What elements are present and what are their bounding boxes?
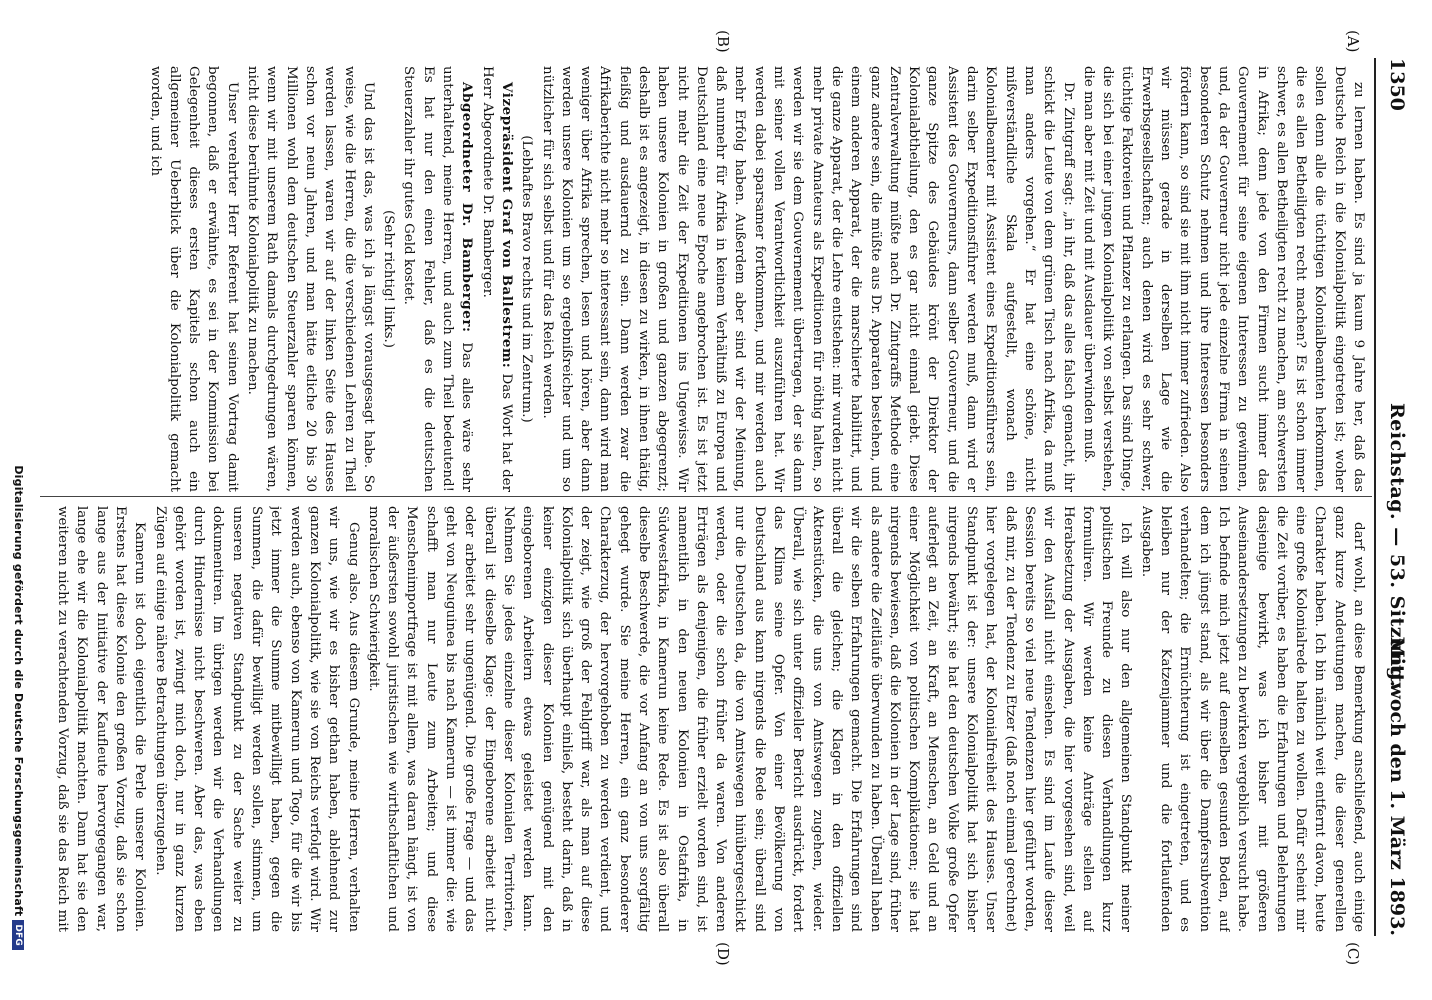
dfg-logo: DFG: [12, 920, 24, 950]
paragraph: Dr. Zintgraff sagt: „in ihr, daß das alles falsch gemacht, ihr schickt die Leute von dem grünen Tisch nach Afrika, da muß man anders vorgehen.“ Er hat eine schöne, nicht mißverständliche Skala aufgestellt, wonach ein Kolonialbeamter mit Assistent eines Expeditionsführers sein, darin selber Expeditionsführer werden muß, dann wird er Assistent des Gouverneurs, dann selber Gouverneur, und die ganze Spitze des Gebäudes krönt der Direktor der Kolonialabtheilung, den es gar nicht einmal giebt. Diese Zentralverwaltung müßte nach Dr. Zintgraffs Methode eine ganz andere sein, die müßte aus Dr. Apparaten bestehen, und einem anderen Apparat, der die marschierte habilitirt, und die ganze Apparat, der die Lehre entstehen: mir wurden nicht mehr private Amateurs als Expeditionen für nöthig halten, so werden wir sie dem Gouvernement übertragen, der sie dann mit seiner vollen Verantwortlichkeit auszuführen hat. Wir werden dabei sparsamer fortkommen, und mir werden auch mehr Erfolg haben. Außerdem aber sind wir der Meinung, daß nunmehr für Afrika in keinem Verhältniß zu Europa und Deutschland eine neue Epoche angebrochen ist. Es ist jetzt nicht mehr die Zeit der Expeditionen ins Ungewisse. Wir haben unsere Kolonien in großen und ganzen abgegrenzt; deshalb ist es angezeigt, in diesen zu wirken, in ihnen thätig, fleißig und ausdauernd zu sein. Dann werden zwar die Afrikaberichte nicht mehr so interessant sein, dann wird man weniger über Afrika sprechen, lesen und hören, aber dann werden unsere Kolonien um so ergebnißreicher und um so nützlicher für sich selbst und für das Reich werden.: [539, 66, 1076, 492]
paragraph: darf wohl, an diese Bemerkung anschließend, auch einige ganz kurze Andeutungen machen, die dieser generellen Charakter haben. Ich bin nämlich weit entfernt davon, heute eine große Kolonialrede halten zu wollen. Dafür scheint mir die Zeit vorüber, es haben die Erfahrungen und Belehrungen dasjenige bewirkt, was ich bisher mit größeren Auseinandersetzungen zu bewirken vergeblich versucht habe. Ich befinde mich jetzt auf demselben gesunden Boden, auf dem ich jüngst stand, als wir über die Dampfersubvention verhandelten; die Ernüchterung ist eingetreten, und es bleiben nur der Katzenjammer und die fortlaufenden Ausgaben.: [1138, 506, 1366, 932]
page-number: 1350: [1386, 58, 1408, 111]
right-column: [54, 506, 1368, 932]
margin-marker-d: (D): [714, 942, 732, 966]
digitization-credit: [12, 465, 25, 950]
paragraph: [477, 66, 516, 492]
interjection: (Lebhaftes Bravo rechts und im Zentrum.): [519, 135, 535, 423]
paragraph: Unser verehrter Herr Referent hat seinen Vortrag damit begonnen, daß er erwähnte, es sei in der Kommission bei Gelegenheit dieses ersten Kapitels schon auch ein allgemeiner Ueberblick über die Kolonialpolitik gemacht worden, und ich: [147, 66, 240, 492]
speech-text: Das Wort hat der Herr Abgeordnete Dr. Bamberger.: [479, 66, 514, 492]
speaker-name: Vizepräsident Graf von Ballestrem:: [498, 82, 515, 369]
paragraph: [399, 66, 476, 492]
left-column: [54, 66, 1368, 492]
speaker-name: Abgeordneter Dr. Bamberger:: [459, 82, 476, 333]
header-rule: [1374, 58, 1376, 936]
paragraph: Genug also. Aus diesem Grunde, meine Herren, verhalten wir uns, wie wir es bisher gethan haben, ablehnend zur ganzen Kolonialpolitik, wie sie von Reichs verfolgt wird. Wir werden auch, ebenso von Kamerun und Togo, für die wir bis jetzt immer die Summe mitbewilligt haben, gegen die Summen, die dafür bewilligt werden sollen, stimmen, um unseren negativen Standpunkt zu der Sache weiter zu dokumentiren. Im übrigen werden wir die Verhandlungen durch Hindernisse nicht beschweren. Aber das, was eben gehört worden ist, zwingt mich doch, nur in ganz kurzen Zügen auf einige nähere Betrachtungen überzugehen.: [152, 506, 361, 932]
paragraph: zu lernen haben. Es sind ja kaum 9 Jahre her, daß das Deutsche Reich in die Kolonialpolitik eingetreten ist; woher sollen denn alle die tüchtigen Kolonialbeamten herkommen, die es allen Betheiligten recht machen? Es ist schon immer schwer, es allen Betheiligten recht zu machen, am schwersten in Afrika; denn jede von den Firmen sucht immer das Gouvernement für seine eigenen Interessen zu gewinnen, und, da der Gouverneur nicht jede einzelne Firma in seinen besonderen Schutz nehmen und ihre Interessen besonders fördern kann, so sind sie mit ihm nicht immer zufrieden. Also wir müssen gerade in derselben Lage wie die Erwerbsgesellschaften; auch denen wird es sehr schwer, tüchtige Faktoreien und Pflanzer zu erlangen. Das sind Dinge, die sich bei einer jungen Kolonialpolitik von selbst verstehen, die man aber mit Zeit und mit Ausdauer überwinden muß.: [1080, 66, 1366, 492]
column-separator: [40, 496, 1372, 497]
margin-marker-c: (C): [1344, 942, 1362, 966]
session-title: Reichstag. — 53. Sitzung.: [1386, 403, 1408, 688]
page-header: [1378, 58, 1412, 936]
paragraph: Ich will also nur den allgemeinen Standpunkt meiner politischen Freunde zu diesen Verhandlungen kurz formuliren. Wir werden keine Anträge stellen auf Herabsetzung der Ausgaben, die hier vorgesehen sind, weil wir den Ausfall nicht einsehen. Es sind im Laufe dieser Session bereits so viel neue Tendenzen hier geführt worden, daß mir, zu der Tendenz zu Etzer (daß noch einmal gerechnet) hier vorgelegen hat, der Kolonialfreiheit des Hauses. Unser Standpunkt ist der: unsere Kolonialpolitik hat sich bisher nirgends bewährt; sie hat den deutschen Volke große Opfer auferlegt an Zeit, an Kraft, an Menschen, an Geld und an einer Möglichkeit von politischen Komplikationen; sie hat nirgends bewiesen, daß die Kolonien in der Lage sind, früher als andere die Zeitläufe überwunden zu haben. Überall haben wir die selben Erfahrungen gemacht. Die Erfahrungen sind überall die gleichen; die Klagen in den offiziellen Aktenstücken, die uns von Amtswegen zugehen, wieder. Überall, wie sich unter offizieller Bericht ausdrückt, fordert das Klima seine Opfer. Von einer Bevölkerung von Deutschland aus kann nirgends die Rede sein; überall sind nur die Deutschen da, die von Amtswegen hinübergeschickt werden, oder die schon früher da waren. Von anderen Erträgen als denjenigen, die früher erzielt worden sind, ist namentlich in den neuen Kolonien in Ostafrika, in Südwestafrika, in Kamerun keine Rede. Es ist also überall dieselbe Beschwerde, die vor Anfang an von uns sorgfältig gehegt wurde. Sie meine Herren, ein ganz besonderer Charakterzug, der hervorgehoben zu werden verdient, und der zeigt, wie groß der Fehlgriff war, als man auf diese Kolonialpolitik sich überhaupt einließ, besteht darin, daß in keiner einzigen dieser Kolonien genügend mit den eingeborenen Arbeitern etwas geleistet werden kann. Nehmen Sie jedes einzelne dieser Kolonialen Territorien, überall ist dieselbe Klage: der Eingeborene arbeitet nicht oder arbeitet sehr ungenügend. Die große Frage — und das geht von Neuguinea bis nach Kamerun — ist immer die: wie schafft man nur Leute zum Arbeiten; und diese Menschenimportfrage ist mit allem, was daran hängt, ist von der äußersten sowohl juristischen wie wirthschaftlichen und moralischen Schwierigkeit.: [365, 506, 1134, 932]
margin-marker-b: (B): [714, 30, 732, 53]
credit-text: Digitalisierung gefördert durch die Deutsche Forschungsgemeinschaft: [12, 465, 25, 917]
speech-text: Das alles wäre sehr unterhaltend, meine Herren, und auch zum Theil bedeutend! Es hat nur den einen Fehler, daß es die deutschen Steuerzahler ihr gutes Geld kostet.: [401, 66, 475, 492]
margin-marker-a: (A): [1344, 30, 1362, 53]
paragraph: Und das ist das, was ich ja längst vorausgesagt habe. So weise, wie die Herren, die die verschiedenen Lehren zu Theil werden lassen, waren wir auf der linken Seite des Hauses schon vor neun Jahren, und man hätte etliche 20 bis 30 Millionen wohl dem deutschen Steuerzahler sparen können, wenn wir mit unserem Rath damals durchgedrungen wären, nicht diese berühmte Kolonialpolitik zu machen.: [245, 66, 376, 492]
paragraph: Kamerun ist doch eigentlich die Perle unserer Kolonien. Erstens hat diese Kolonie den großen Vorzug, daß sie schon lange aus der Initiative der Kaufleute hervorgegangen war, lange ehe wir die Kolonialpolitik machten. Dann hat sie den weiteren nicht zu verachtenden Vorzug, daß sie das Reich mit: [55, 506, 148, 932]
session-date: Mittwoch den 1. März 1893.: [1386, 636, 1408, 936]
interjection: (Sehr richtig! links.): [381, 210, 397, 348]
